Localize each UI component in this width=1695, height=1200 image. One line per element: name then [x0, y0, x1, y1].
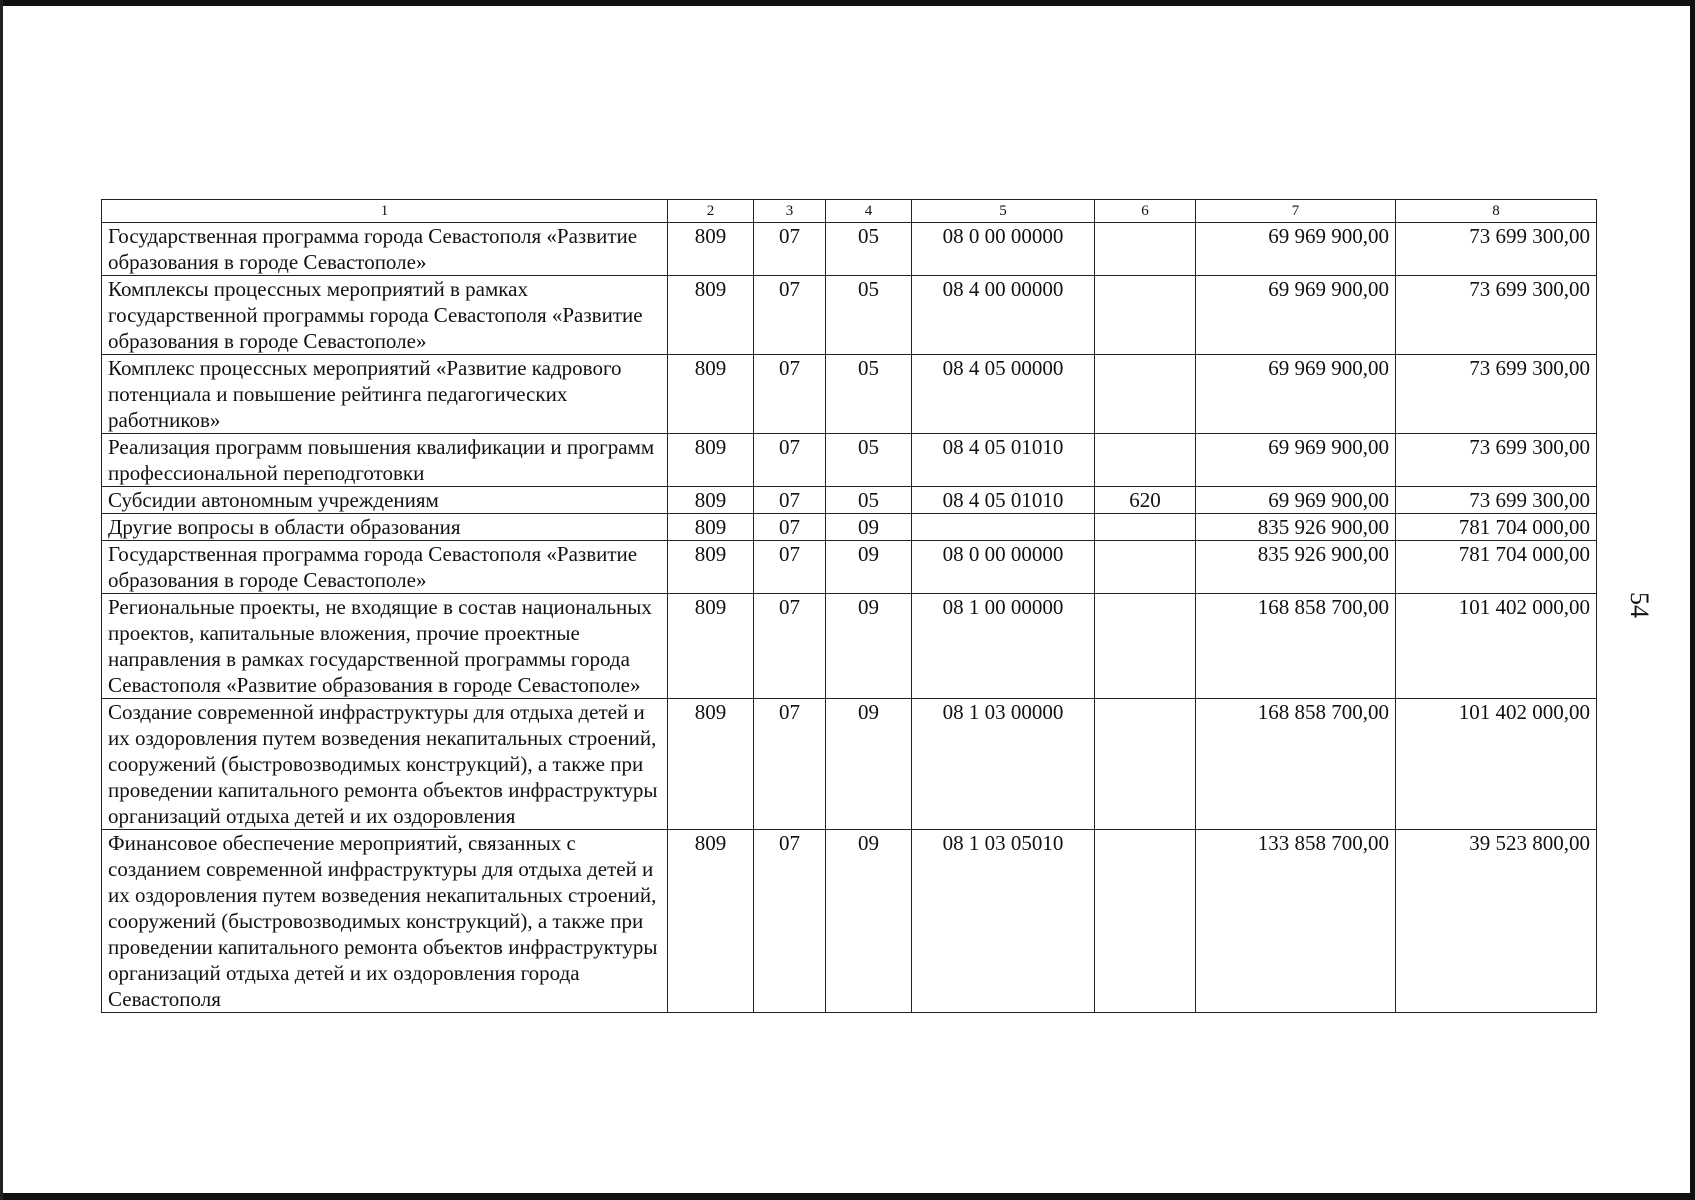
- row-section-cell: 07: [754, 355, 826, 434]
- row-name-cell: Комплекс процессных мероприятий «Развитие кадрового потенциала и повышение рейтинга педагогических работников»: [102, 355, 668, 434]
- row-name-cell: Реализация программ повышения квалификации и программ профессиональной переподготовки: [102, 434, 668, 487]
- row-expense-type-cell: [1095, 434, 1196, 487]
- row-subsection-cell: 09: [826, 830, 912, 1013]
- row-section-cell: 07: [754, 699, 826, 830]
- row-ministry-code-cell: 809: [668, 594, 754, 699]
- row-amount-year2-cell: 101 402 000,00: [1396, 699, 1597, 830]
- budget-table: [101, 199, 1597, 1013]
- row-target-article-cell: 08 0 00 00000: [912, 541, 1095, 594]
- row-expense-type-cell: [1095, 594, 1196, 699]
- row-target-article-cell: 08 1 03 00000: [912, 699, 1095, 830]
- row-name-cell: Создание современной инфраструктуры для отдыха детей и их оздоровления путем возведения некапитальных строений, сооружений (быстровозводимых конструкций), а также при проведении капитального ремонта объектов инфраструктуры организаций отдыха детей и их оздоровления: [102, 699, 668, 830]
- header-col-8: 8: [1396, 200, 1597, 223]
- row-subsection-cell: 05: [826, 276, 912, 355]
- row-section-cell: 07: [754, 514, 826, 541]
- row-amount-year2-cell: 781 704 000,00: [1396, 541, 1597, 594]
- header-col-1: 1: [102, 200, 668, 223]
- table-row: [102, 514, 1597, 541]
- row-expense-type-cell: [1095, 699, 1196, 830]
- row-amount-year1-cell: 168 858 700,00: [1196, 594, 1396, 699]
- row-amount-year1-cell: 133 858 700,00: [1196, 830, 1396, 1013]
- row-target-article-cell: 08 4 00 00000: [912, 276, 1095, 355]
- row-amount-year1-cell: 835 926 900,00: [1196, 541, 1396, 594]
- table-row: [102, 487, 1597, 514]
- row-name-cell: Государственная программа города Севастополя «Развитие образования в городе Севастополе»: [102, 223, 668, 276]
- row-expense-type-cell: [1095, 541, 1196, 594]
- row-section-cell: 07: [754, 594, 826, 699]
- row-target-article-cell: 08 1 00 00000: [912, 594, 1095, 699]
- row-amount-year2-cell: 39 523 800,00: [1396, 830, 1597, 1013]
- table-body: [102, 223, 1597, 1013]
- row-amount-year2-cell: 781 704 000,00: [1396, 514, 1597, 541]
- row-name-cell: Комплексы процессных мероприятий в рамках государственной программы города Севастополя «Развитие образования в городе Севастополе»: [102, 276, 668, 355]
- row-target-article-cell: 08 0 00 00000: [912, 223, 1095, 276]
- row-ministry-code-cell: 809: [668, 541, 754, 594]
- row-ministry-code-cell: 809: [668, 487, 754, 514]
- row-amount-year2-cell: 73 699 300,00: [1396, 276, 1597, 355]
- row-amount-year1-cell: 69 969 900,00: [1196, 276, 1396, 355]
- row-name-cell: Региональные проекты, не входящие в состав национальных проектов, капитальные вложения, прочие проектные направления в рамках государственной программы города Севастополя «Развитие образования в городе Севастополе»: [102, 594, 668, 699]
- page-number: 54: [1625, 592, 1654, 618]
- row-ministry-code-cell: 809: [668, 830, 754, 1013]
- row-section-cell: 07: [754, 487, 826, 514]
- table-row: [102, 594, 1597, 699]
- table-row: [102, 355, 1597, 434]
- table-row: [102, 830, 1597, 1013]
- table-row: [102, 541, 1597, 594]
- row-target-article-cell: 08 4 05 01010: [912, 487, 1095, 514]
- row-section-cell: 07: [754, 276, 826, 355]
- row-ministry-code-cell: 809: [668, 434, 754, 487]
- row-ministry-code-cell: 809: [668, 514, 754, 541]
- header-col-5: 5: [912, 200, 1095, 223]
- header-col-7: 7: [1196, 200, 1396, 223]
- row-amount-year2-cell: 73 699 300,00: [1396, 355, 1597, 434]
- row-subsection-cell: 09: [826, 541, 912, 594]
- row-amount-year2-cell: 101 402 000,00: [1396, 594, 1597, 699]
- row-subsection-cell: 05: [826, 487, 912, 514]
- row-amount-year1-cell: 835 926 900,00: [1196, 514, 1396, 541]
- row-subsection-cell: 05: [826, 434, 912, 487]
- row-amount-year1-cell: 69 969 900,00: [1196, 487, 1396, 514]
- row-name-cell: Субсидии автономным учреждениям: [102, 487, 668, 514]
- table-row: [102, 699, 1597, 830]
- row-expense-type-cell: [1095, 355, 1196, 434]
- row-expense-type-cell: [1095, 223, 1196, 276]
- row-section-cell: 07: [754, 541, 826, 594]
- scan-border-bottom: [0, 1193, 1695, 1200]
- row-amount-year1-cell: 69 969 900,00: [1196, 355, 1396, 434]
- row-subsection-cell: 09: [826, 594, 912, 699]
- row-amount-year2-cell: 73 699 300,00: [1396, 487, 1597, 514]
- row-target-article-cell: 08 1 03 05010: [912, 830, 1095, 1013]
- row-amount-year2-cell: 73 699 300,00: [1396, 434, 1597, 487]
- scan-border-top: [0, 0, 1695, 6]
- row-name-cell: Другие вопросы в области образования: [102, 514, 668, 541]
- row-subsection-cell: 09: [826, 514, 912, 541]
- scan-border-right: [1690, 0, 1695, 1200]
- row-subsection-cell: 09: [826, 699, 912, 830]
- header-row: [102, 200, 1597, 223]
- row-target-article-cell: 08 4 05 00000: [912, 355, 1095, 434]
- row-subsection-cell: 05: [826, 355, 912, 434]
- row-expense-type-cell: [1095, 830, 1196, 1013]
- header-col-2: 2: [668, 200, 754, 223]
- row-ministry-code-cell: 809: [668, 355, 754, 434]
- row-target-article-cell: 08 4 05 01010: [912, 434, 1095, 487]
- row-name-cell: Финансовое обеспечение мероприятий, связанных с созданием современной инфраструктуры для отдыха детей и их оздоровления путем возведения некапитальных строений, сооружений (быстровозводимых конструкций), а также при проведении капитального ремонта объектов инфраструктуры организаций отдыха детей и их оздоровления города Севастополя: [102, 830, 668, 1013]
- row-expense-type-cell: [1095, 514, 1196, 541]
- table-row: [102, 276, 1597, 355]
- row-ministry-code-cell: 809: [668, 699, 754, 830]
- row-amount-year1-cell: 69 969 900,00: [1196, 223, 1396, 276]
- row-expense-type-cell: 620: [1095, 487, 1196, 514]
- row-amount-year1-cell: 168 858 700,00: [1196, 699, 1396, 830]
- row-section-cell: 07: [754, 434, 826, 487]
- table-row: [102, 434, 1597, 487]
- header-col-6: 6: [1095, 200, 1196, 223]
- scan-border-left: [0, 0, 3, 1200]
- table-row: [102, 223, 1597, 276]
- header-col-4: 4: [826, 200, 912, 223]
- row-ministry-code-cell: 809: [668, 223, 754, 276]
- row-section-cell: 07: [754, 830, 826, 1013]
- header-col-3: 3: [754, 200, 826, 223]
- row-expense-type-cell: [1095, 276, 1196, 355]
- row-amount-year1-cell: 69 969 900,00: [1196, 434, 1396, 487]
- row-subsection-cell: 05: [826, 223, 912, 276]
- row-amount-year2-cell: 73 699 300,00: [1396, 223, 1597, 276]
- row-ministry-code-cell: 809: [668, 276, 754, 355]
- row-target-article-cell: [912, 514, 1095, 541]
- row-name-cell: Государственная программа города Севастополя «Развитие образования в городе Севастополе»: [102, 541, 668, 594]
- row-section-cell: 07: [754, 223, 826, 276]
